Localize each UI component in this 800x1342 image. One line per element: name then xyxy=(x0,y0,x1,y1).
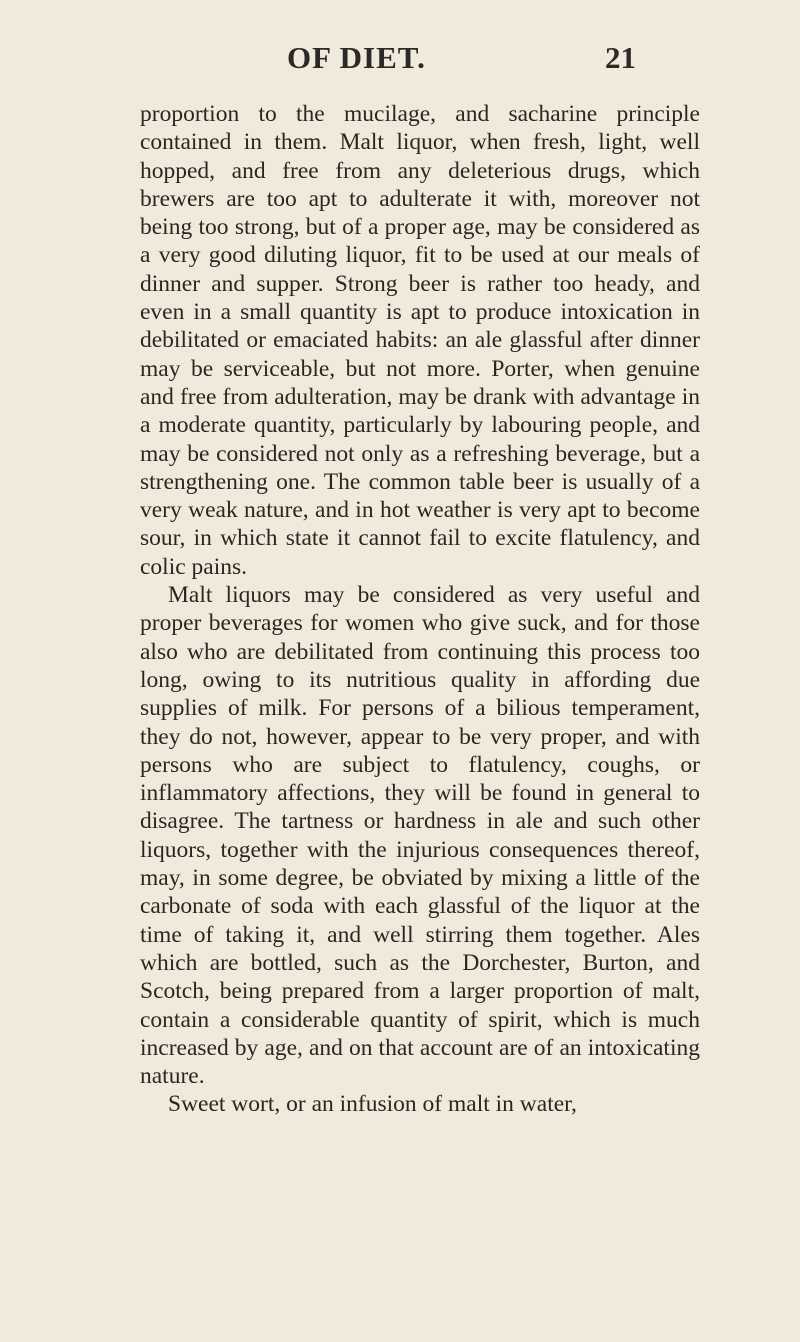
paragraph-sweet-wort: Sweet wort, or an infusion of malt in water, xyxy=(168,1091,577,1118)
paragraph-malt-liquors: Malt liquors may be considered as very useful and proper beverages for women who give suck, and for those also who are debilitated from continuing this process too long, owing to its nutritious quality in affording due supplies of milk. For persons of a bilious temperament, they do not, however, appear to be very proper, and with persons who are subject to flatulency, coughs, or inflammatory affections, they will be found in general to disagree. The tartness or hardness in ale and such other liquors, together with the injurious consequences thereof, may, in some degree, be obviated by mixing a little of the carbonate of soda with each glassful of the liquor at the time of taking it, and well stirring them together. Ales which are bottled, such as the Dorchester, Burton, and Scotch, being prepared from a larger proportion of malt, contain a considerable quantity of spirit, which is much increased by age, and on that account are of an intoxicating nature. xyxy=(140,582,700,1090)
page-number: 21 xyxy=(605,40,636,75)
paragraph-continued: proportion to the mucilage, and sacharine principle contained in them. Malt liquor, when fresh, light, well hopped, and free from any deleterious drugs, which brewers are too apt to adulterate it with, moreover not being too strong, but of a proper age, may be considered as a very good diluting liquor, fit to be used at our meals of dinner and supper. Strong beer is rather too heady, and even in a small quantity is apt to produce intoxication in debilitated or emaciated habits: an ale glassful after dinner may be serviceable, but not more. Porter, when genuine and free from adulteration, may be drank with advantage in a moderate quantity, particularly by labouring people, and may be considered not only as a refreshing beverage, but a strengthening one. The common table beer is usually of a very weak nature, and in hot weather is very apt to become sour, in which state it cannot fail to excite flatulency, and colic pains. xyxy=(140,101,700,580)
body-text xyxy=(140,100,700,1119)
page-header xyxy=(0,40,800,80)
running-head: OF DIET. xyxy=(287,40,426,75)
